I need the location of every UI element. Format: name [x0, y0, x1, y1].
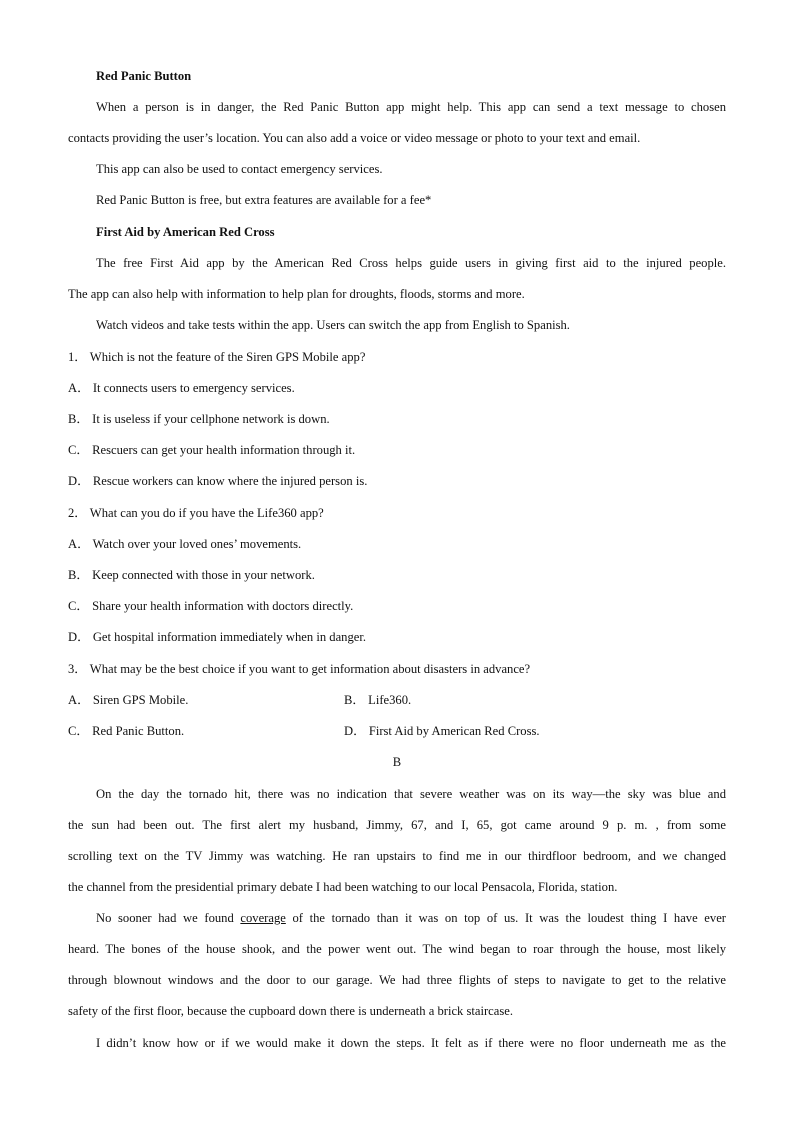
underlined-word: coverage: [240, 911, 286, 925]
paragraph-line: safety of the first floor, because the cupboard down there is underneath a brick staircase.: [68, 1004, 513, 1018]
answer-row: [68, 723, 726, 739]
question-stem: 3． What may be the best choice if you want to get information about disasters in advance?: [68, 662, 531, 676]
answer-option: B． It is useless if your cellphone network is down.: [68, 412, 330, 426]
answer-option: D． First Aid by American Red Cross.: [344, 724, 540, 738]
paragraph-line: heard. The bones of the house shook, and the power went out. The wind began to roar through the house, most likely: [68, 942, 726, 956]
answer-row: [68, 692, 726, 708]
question-stem: 1． Which is not the feature of the Siren GPS Mobile app?: [68, 350, 366, 364]
paragraph-line: Watch videos and take tests within the app. Users can switch the app from English to Spanish.: [96, 318, 570, 332]
answer-option: C． Share your health information with doctors directly.: [68, 599, 354, 613]
paragraph-line: the sun had been out. The first alert my husband, Jimmy, 67, and I, 65, got came around 9 p. m. , from some: [68, 818, 726, 832]
answer-option: D． Rescue workers can know where the injured person is.: [68, 474, 368, 488]
section-label-b: B: [392, 755, 402, 769]
answer-option: C． Red Panic Button.: [68, 724, 185, 738]
text-run: No sooner had we found: [96, 911, 241, 925]
answer-option: A． Watch over your loved ones’ movements.: [68, 537, 302, 551]
paragraph-line: When a person is in danger, the Red Panic Button app might help. This app can send a text message to chosen: [96, 100, 726, 114]
answer-option: C． Rescuers can get your health information through it.: [68, 443, 356, 457]
paragraph-line: This app can also be used to contact emergency services.: [96, 162, 383, 176]
answer-option: B． Keep connected with those in your network.: [68, 568, 315, 582]
paragraph-line: contacts providing the user’s location. You can also add a voice or video message or photo to your text and email.: [68, 131, 641, 145]
question-stem: 2． What can you do if you have the Life360 app?: [68, 506, 324, 520]
paragraph-line: I didn’t know how or if we would make it down the steps. It felt as if there were no floor underneath me as the: [96, 1036, 726, 1050]
answer-option: D． Get hospital information immediately when in danger.: [68, 630, 366, 644]
paragraph-line: [96, 910, 726, 926]
paragraph-line: Red Panic Button is free, but extra features are available for a fee*: [96, 193, 432, 207]
paragraph-line: The free First Aid app by the American Red Cross helps guide users in giving first aid to the injured people.: [96, 256, 726, 270]
answer-option: A． Siren GPS Mobile.: [68, 693, 189, 707]
paragraph-line: the channel from the presidential primary debate I had been watching to our local Pensacola, Florida, station.: [68, 880, 618, 894]
paragraph-line: through blownout windows and the door to our garage. We had three flights of steps to navigate to get to the relative: [68, 973, 726, 987]
heading-red-panic-button: Red Panic Button: [96, 69, 192, 83]
answer-option: B． Life360.: [344, 693, 412, 707]
paragraph-line: The app can also help with information to help plan for droughts, floods, storms and more.: [68, 287, 525, 301]
paragraph-line: scrolling text on the TV Jimmy was watching. He ran upstairs to find me in our thirdfloor bedroom, and we changed: [68, 849, 726, 863]
paragraph-line: On the day the tornado hit, there was no indication that severe weather was on its way—the sky was blue and: [96, 787, 726, 801]
answer-option: A． It connects users to emergency services.: [68, 381, 295, 395]
heading-first-aid: First Aid by American Red Cross: [96, 225, 275, 239]
text-run: of the tornado than it was on top of us. It was the loudest thing I have ever: [285, 911, 726, 925]
